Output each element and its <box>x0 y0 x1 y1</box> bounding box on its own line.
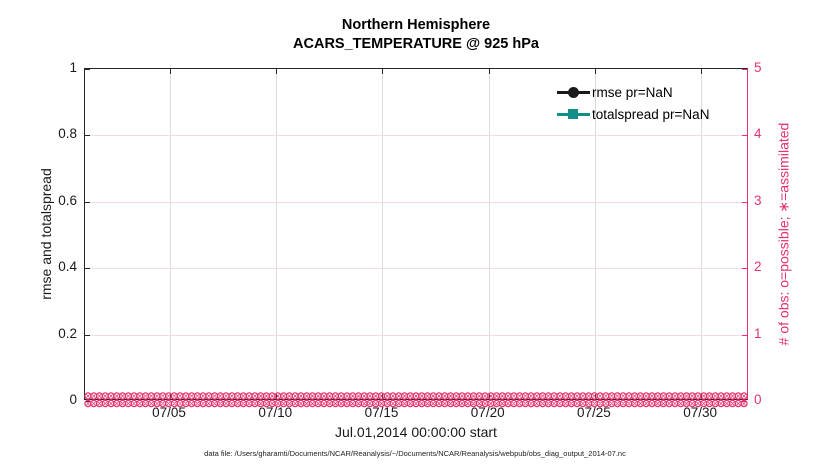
x-tick-mark-top <box>382 69 383 74</box>
rmse-circle-marker-icon <box>568 87 579 98</box>
vertical-gridline <box>170 69 171 399</box>
horizontal-gridline <box>85 335 747 336</box>
legend-entry-totalspread[interactable] <box>557 103 709 125</box>
x-tick-label: 07/15 <box>364 405 399 420</box>
x-axis-label: Jul.01,2014 00:00:00 start <box>335 424 497 440</box>
left-tick-label: 0.2 <box>58 325 77 341</box>
left-axis-label: rmse and totalspread <box>38 168 54 300</box>
right-tick-mark <box>742 202 747 203</box>
left-tick-label: 0.6 <box>58 192 77 208</box>
right-tick-mark <box>742 268 747 269</box>
plot-area <box>84 68 748 400</box>
left-tick-label: 1 <box>69 60 77 75</box>
x-tick-mark-top <box>595 69 596 74</box>
left-tick-label: 0.8 <box>58 126 77 142</box>
totalspread-square-marker-icon <box>568 109 578 119</box>
horizontal-gridline <box>85 202 747 203</box>
left-tick-mark <box>85 69 90 70</box>
right-tick-label: 2 <box>754 259 762 275</box>
right-tick-label: 4 <box>754 126 762 142</box>
x-tick-label: 07/25 <box>577 405 611 420</box>
left-tick-mark <box>85 335 90 336</box>
right-tick-mark <box>742 69 747 70</box>
right-axis-label: # of obs: o=possible; ∗=assimilated <box>775 122 792 346</box>
x-tick-label: 07/20 <box>470 405 505 420</box>
right-tick-mark <box>742 335 747 336</box>
legend-label-rmse: rmse pr=NaN <box>592 84 673 100</box>
right-tick-label: 1 <box>754 325 762 341</box>
totalspread-line-sample <box>557 108 590 121</box>
x-tick-label: 07/05 <box>152 405 186 420</box>
left-tick-label: 0.4 <box>58 259 77 275</box>
left-tick-mark <box>85 135 90 136</box>
right-tick-label: 5 <box>754 60 762 75</box>
right-tick-mark <box>742 135 747 136</box>
vertical-gridline <box>276 69 277 399</box>
x-tick-mark-top <box>701 69 702 74</box>
horizontal-gridline <box>85 268 747 269</box>
legend <box>557 81 709 125</box>
legend-entry-rmse[interactable] <box>557 81 709 103</box>
legend-label-totalspread: totalspread pr=NaN <box>592 106 710 122</box>
data-file-footnote: data file: /Users/gharamti/Documents/NCAR/Reanalysis/~/Documents/NCAR/Reanalysis/webpub/obs_diag_output_2014-07.nc <box>204 449 626 458</box>
x-tick-label: 07/10 <box>258 405 293 420</box>
chart-title: Northern Hemisphere <box>341 17 491 33</box>
vertical-gridline <box>382 69 383 399</box>
left-tick-mark <box>85 268 90 269</box>
right-tick-label: 3 <box>754 192 762 208</box>
x-tick-label: 07/30 <box>683 405 718 420</box>
vertical-gridline <box>489 69 490 399</box>
left-tick-label: 0 <box>69 392 77 407</box>
x-tick-mark-top <box>489 69 490 74</box>
horizontal-gridline <box>85 135 747 136</box>
chart-subtitle: ACARS_TEMPERATURE @ 925 hPa <box>293 36 539 52</box>
rmse-line-sample <box>557 86 590 99</box>
right-tick-label: 0 <box>754 392 762 407</box>
x-tick-mark-top <box>170 69 171 74</box>
x-tick-mark-top <box>276 69 277 74</box>
left-tick-mark <box>85 202 90 203</box>
